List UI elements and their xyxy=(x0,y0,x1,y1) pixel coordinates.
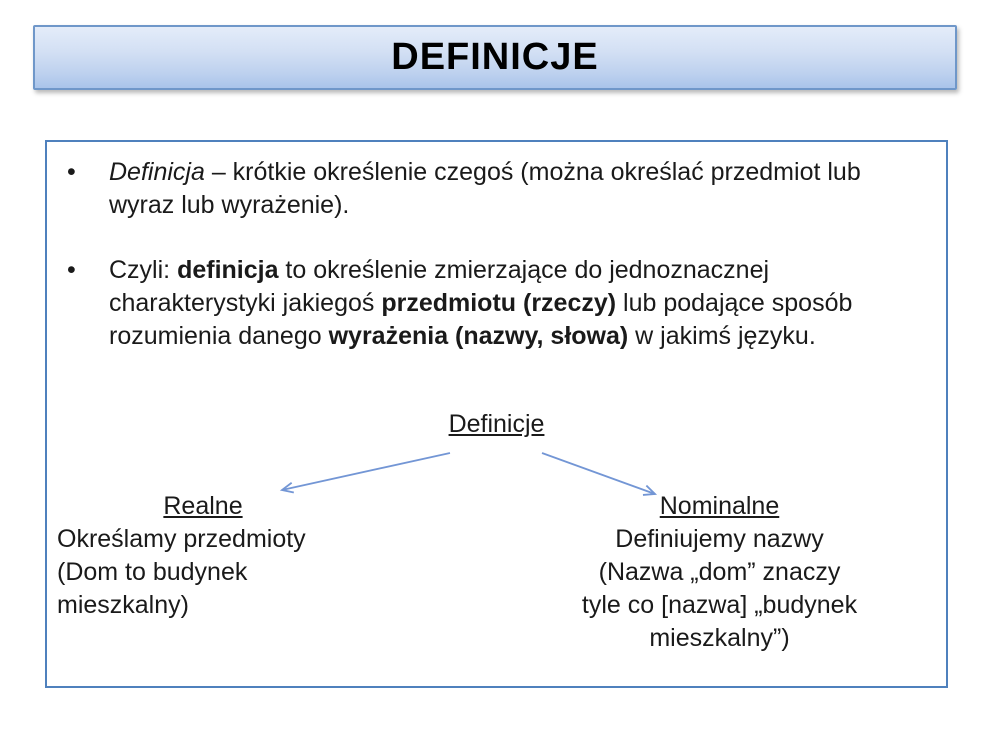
bullet-item-2 xyxy=(63,254,926,353)
branch-left-line-2: (Dom to budynek mieszkalny) xyxy=(57,558,248,619)
left-arrow xyxy=(282,453,450,490)
bullet-item-1 xyxy=(63,156,926,222)
title-banner xyxy=(33,25,957,90)
branch-left-label: Realne xyxy=(163,492,243,520)
branch-right-note-line-1: (Nazwa „dom” znaczy xyxy=(598,558,841,586)
bullet-list xyxy=(63,156,926,353)
branch-right xyxy=(547,490,892,655)
content-box xyxy=(45,140,948,688)
branch-left xyxy=(57,490,349,619)
branch-right-note-line-3: mieszkalny”) xyxy=(649,624,790,652)
bullet-1-line-2: wyraz lub wyrażenie). xyxy=(109,191,350,219)
bullet-2-line-2: charakterystyki jakiegoś przedmiotu (rzeczy) lub podające sposób xyxy=(109,289,853,317)
right-arrow xyxy=(542,453,655,494)
bullet-2-line-1: Czyli: definicja to określenie zmierzające do jednoznacznej xyxy=(109,256,770,284)
bullet-text xyxy=(109,254,926,353)
branch-right-line-1: Definiujemy nazwy xyxy=(615,525,824,553)
bullet-dot: • xyxy=(67,158,76,186)
branch-left-line-1: Określamy przedmioty xyxy=(57,525,306,553)
bullet-1-line-1: Definicja – krótkie określenie czegoś (można określać przedmiot lub xyxy=(109,158,861,186)
page-title: DEFINICJE xyxy=(391,36,599,78)
bullet-2-line-3: rozumienia danego wyrażenia (nazwy, słowa) w jakimś języku. xyxy=(109,322,816,350)
branch-right-note-line-2: tyle co [nazwa] „budynek xyxy=(581,591,858,619)
diagram-root-label: Definicje xyxy=(448,410,545,438)
branch-right-label: Nominalne xyxy=(659,492,780,520)
bullet-dot: • xyxy=(67,256,76,284)
bullet-text xyxy=(109,156,926,222)
